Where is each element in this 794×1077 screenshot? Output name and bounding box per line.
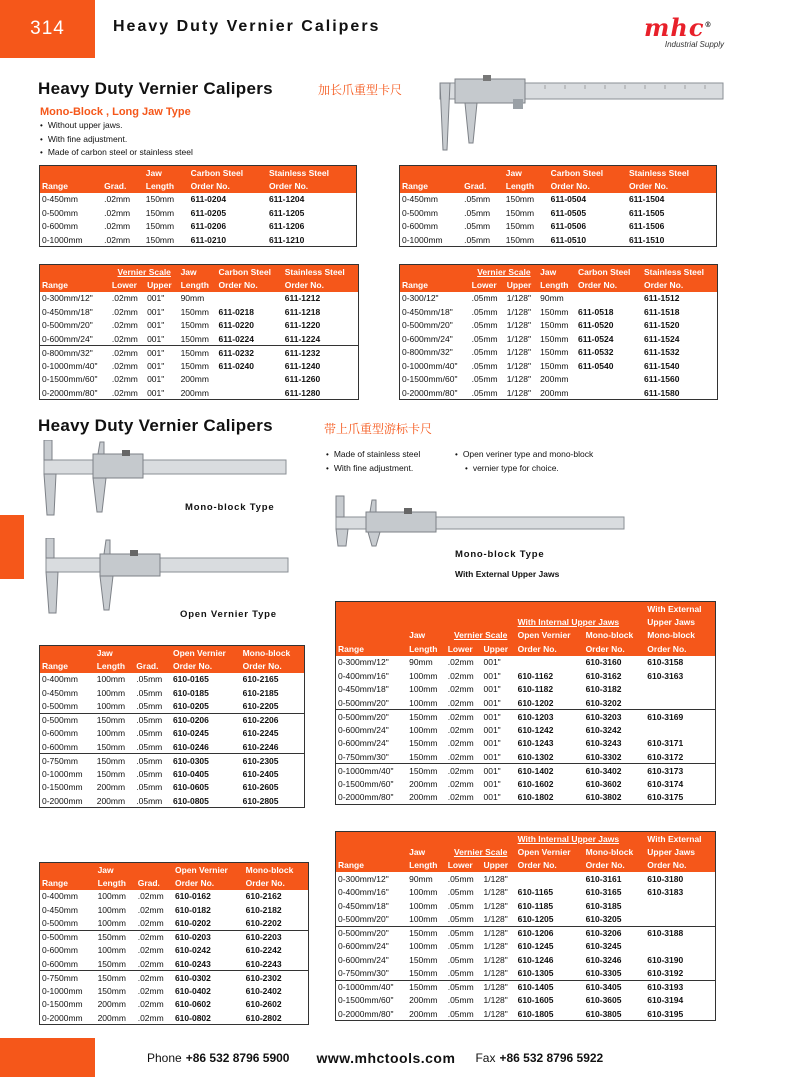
table-row: 0-800mm/32" .02mm 001" 150mm 611-0232 611-1232 xyxy=(40,346,359,360)
table-row: 0-1000mm .02mm 150mm 611-0210 611-1210 xyxy=(42,234,305,245)
table-upper-jaws-002: With External With Internal Upper Jaws Upper Jaws Jaw Vernier Scale Open Vernier Mono-block Mono-block Range Length Lower Upper Order No. Order No. Order No. 0-300mm/12" 90mm .02mm 001" 610-3160 610-3158 0-400mm/16" 100mm .02mm 001" 610-1162 610-3162 610-3163 0-450mm/18" 100mm .02mm 001" 610-1182 610-3182 0-500mm/20" 100mm .02mm 001" 610-1202 610-3202 0-500mm/20" 150mm .02mm 001" 610-1203 610-3203 610-3169 0-600mm/24" 100mm .02mm 001" 610-1242 610-3242 0-600mm/24" 150mm .02mm 001" 610-1243 610-3243 610-3171 0-750mm/30" 150mm .02mm 001" 610-1302 610-3302 610-3172 0-1000mm/40" 150mm .02mm 001" 610-1402 610-3402 610-3173 0-1500mm/60" 200mm .02mm 001" 610-1602 610-3602 610-3174 0-2000mm/80" 200mm .02mm 001" 610-1802 610-3802 610-3175 xyxy=(335,601,716,805)
table-row: 0-600mm/24" 150mm .02mm 001" 610-1243 610-3243 610-3171 xyxy=(338,738,684,749)
table-row: 0-300/12" .05mm 1/128" 90mm 611-1512 xyxy=(402,293,680,304)
caption-mono-block: Mono-block Type xyxy=(185,502,275,513)
caption-external-jaws: With External Upper Jaws xyxy=(455,569,560,579)
section1-chinese-title: 加长爪重型卡尺 xyxy=(318,83,403,97)
brand-logo: mhc® Industrial Supply xyxy=(644,13,724,49)
table-row: 0-400mm/16" 100mm .05mm 1/128" 610-1165 610-3165 610-3183 xyxy=(338,887,684,898)
table-row: 0-600mm/24" 100mm .02mm 001" 610-1242 610-3242 xyxy=(338,724,622,735)
table-row: 0-500mm .02mm 150mm 611-0205 611-1205 xyxy=(42,207,305,218)
table-row: 0-450mm/18" .02mm 001" 150mm 611-0218 611-1218 xyxy=(42,306,321,317)
table-row: 0-500mm/20" 100mm .05mm 1/128" 610-1205 610-3205 xyxy=(338,914,622,924)
table-row: 0-1000mm 150mm .02mm 610-0402 610-2402 xyxy=(42,985,282,996)
table-row: 0-500mm/20" .02mm 001" 150mm 611-0220 611-1220 xyxy=(42,320,321,331)
table-row: 0-400mm 100mm .05mm 610-0165 610-2165 xyxy=(42,674,279,685)
open-vernier-caliper-image xyxy=(40,538,290,618)
table-row: 0-600mm .05mm 150mm 611-0506 611-1506 xyxy=(402,221,665,232)
table-row: 0-1500mm/60" 200mm .05mm 1/128" 610-1605 610-3605 610-3194 xyxy=(338,995,684,1006)
table-row: 0-2000mm/80" .05mm 1/128" 200mm 611-1580 xyxy=(402,387,680,398)
header-title: Heavy Duty Vernier Calipers xyxy=(113,18,381,35)
long-jaw-caliper-image xyxy=(425,75,725,157)
table-row: 0-1000mm/40" .02mm 001" 150mm 611-0240 611-1240 xyxy=(42,360,321,371)
table-row: 0-500mm .05mm 150mm 611-0505 611-1505 xyxy=(402,207,665,218)
table-row: 0-600mm/24" .02mm 001" 150mm 611-0224 611-1224 xyxy=(42,333,321,344)
table-row: 0-800mm/32" .05mm 1/128" 150mm 611-0532 611-1532 xyxy=(402,347,680,358)
table-row: 0-300mm/12" 90mm .02mm 001" 610-3160 610-3158 xyxy=(338,657,684,668)
phone-number: +86 532 8796 5900 xyxy=(185,1050,290,1065)
table-row: 0-500mm/20" 150mm .05mm 1/128" 610-1206 610-3206 610-3188 xyxy=(336,926,716,940)
table-row: 0-1500mm 200mm .05mm 610-0605 610-2605 xyxy=(42,782,279,793)
bullet: • vernier type for choice. xyxy=(455,462,593,476)
table-row: 0-500mm 150mm .05mm 610-0206 610-2206 xyxy=(40,713,305,727)
table-row: 0-2000mm 200mm .02mm 610-0802 610-2802 xyxy=(42,1012,282,1023)
section1-title: Heavy Duty Vernier Calipers xyxy=(38,79,273,98)
bullet: • Made of carbon steel or stainless steel xyxy=(40,146,193,160)
table-row: 0-600mm/24" .05mm 1/128" 150mm 611-0524 611-1524 xyxy=(402,333,680,344)
table-row: 0-2000mm/80" .02mm 001" 200mm 611-1280 xyxy=(42,387,321,398)
table-row: 0-450mm .02mm 150mm 611-0204 611-1204 xyxy=(42,194,305,205)
table-row: 0-400mm 100mm .02mm 610-0162 610-2162 xyxy=(42,891,282,902)
fax-number: +86 532 8796 5922 xyxy=(499,1050,604,1065)
section2-bullets-a xyxy=(326,448,420,475)
table-row: 0-600mm/24" 100mm .05mm 1/128" 610-1245 610-3245 xyxy=(338,941,622,952)
table-row: 0-1500mm/60" .05mm 1/128" 200mm 611-1560 xyxy=(402,374,680,385)
table-row: 0-450mm/18" 100mm .05mm 1/128" 610-1185 610-3185 xyxy=(338,900,622,911)
table-row: 0-750mm 150mm .05mm 610-0305 610-2305 xyxy=(40,754,305,768)
table-upper-jaws-005: With Internal Upper Jaws With External Jaw Vernier Scale Open Vernier Mono-block Upper Jaws Range Length Lower Upper Order No. Order No. Order No. 0-300mm/12" 90mm .05mm 1/128" 610-3161 610-3180 0-400mm/16" 100mm .05mm 1/128" 610-1165 610-3165 610-3183 0-450mm/18" 100mm .05mm 1/128" 610-1185 610-3185 0-500mm/20" 100mm .05mm 1/128" 610-1205 610-3205 0-500mm/20" 150mm .05mm 1/128" 610-1206 610-3206 610-3188 0-600mm/24" 100mm .05mm 1/128" 610-1245 610-3245 0-600mm/24" 150mm .05mm 1/128" 610-1246 610-3246 610-3190 0-750mm/30" 150mm .05mm 1/128" 610-1305 610-3305 610-3192 0-1000mm/40" 150mm .05mm 1/128" 610-1405 610-3405 610-3193 0-1500mm/60" 200mm .05mm 1/128" 610-1605 610-3605 610-3194 0-2000mm/80" 200mm .05mm 1/128" 610-1805 610-3805 610-3195 xyxy=(335,831,716,1021)
bullet: • Open veriner type and mono-block xyxy=(455,448,593,462)
table-row: 0-400mm/16" 100mm .02mm 001" 610-1162 610-3162 610-3163 xyxy=(338,670,684,681)
table-carbon-stainless-005: Jaw Carbon Steel Stainless Steel Range Grad. Length Order No. Order No. 0-450mm .05mm 150mm 611-0504 611-1504 0-500mm .05mm 150mm 611-0505 611-1505 0-600mm .05mm 150mm 611-0506 611-1506 0-1000mm .05mm 150mm 611-0510 611-1510 xyxy=(399,165,717,247)
bullet: • With fine adjustment. xyxy=(326,462,420,476)
table-row: 0-600mm 100mm .02mm 610-0242 610-2242 xyxy=(42,945,282,956)
table-open-mono-005: Jaw Open Vernier Mono-block Range Length Grad. Order No. Order No. 0-400mm 100mm .05mm 610-0165 610-2165 0-450mm 100mm .05mm 610-0185 610-2185 0-500mm 100mm .05mm 610-0205 610-2205 0-500mm 150mm .05mm 610-0206 610-2206 0-600mm 100mm .05mm 610-0245 610-2245 0-600mm 150mm .05mm 610-0246 610-2246 0-750mm 150mm .05mm 610-0305 610-2305 0-1000mm 150mm .05mm 610-0405 610-2405 0-1500mm 200mm .05mm 610-0605 610-2605 0-2000mm 200mm .05mm 610-0805 610-2805 xyxy=(39,645,305,808)
table-row: 0-300mm/12" 90mm .05mm 1/128" 610-3161 610-3180 xyxy=(338,873,684,884)
table-row: 0-750mm/30" 150mm .05mm 1/128" 610-1305 610-3305 610-3192 xyxy=(338,968,684,978)
table-row: 0-500mm 150mm .02mm 610-0203 610-2203 xyxy=(40,930,309,944)
side-tab xyxy=(0,515,24,579)
table-row: 0-450mm 100mm .02mm 610-0182 610-2182 xyxy=(42,904,282,915)
fax-label: Fax xyxy=(475,1050,496,1065)
table-row: 0-2000mm/80" 200mm .02mm 001" 610-1802 610-3802 610-3175 xyxy=(338,792,684,802)
section2-chinese-title: 带上爪重型游标卡尺 xyxy=(324,422,433,436)
table-row: 0-500mm/20" 100mm .02mm 001" 610-1202 610-3202 xyxy=(338,697,622,708)
website-link[interactable]: www.mhctools.com xyxy=(316,1049,456,1066)
table-row: 0-500mm/20" 150mm .02mm 001" 610-1203 610-3203 610-3169 xyxy=(336,710,716,724)
table-vernier-002: Vernier Scale Jaw Carbon Steel Stainless Steel Range Lower Upper Length Order No. Order No. 0-300mm/12" .02mm 001" 90mm 611-1212 0-450mm/18" .02mm 001" 150mm 611-0218 611-1218 0-500mm/20" .02mm 001" 150mm 611-0220 611-1220 0-600mm/24" .02mm 001" 150mm 611-0224 611-1224 0-800mm/32" .02mm 001" 150mm 611-0232 611-1232 0-1000mm/40" .02mm 001" 150mm 611-0240 611-1240 0-1500mm/60" .02mm 001" 200mm 611-1260 0-2000mm/80" .02mm 001" 200mm 611-1280 xyxy=(39,264,359,400)
caption-open-vernier: Open Vernier Type xyxy=(180,609,277,620)
section1-subtitle: Mono-Block , Long Jaw Type xyxy=(40,106,191,118)
table-row: 0-600mm .02mm 150mm 611-0206 611-1206 xyxy=(42,221,305,232)
table-row: 0-600mm 100mm .05mm 610-0245 610-2245 xyxy=(42,728,279,739)
table-row: 0-1500mm/60" 200mm .02mm 001" 610-1602 610-3602 610-3174 xyxy=(338,778,684,789)
table-row: 0-1500mm/60" .02mm 001" 200mm 611-1260 xyxy=(42,374,321,385)
table-row: 0-1000mm/40" 150mm .02mm 001" 610-1402 610-3402 610-3173 xyxy=(336,764,716,778)
table-row: 0-2000mm/80" 200mm .05mm 1/128" 610-1805 610-3805 610-3195 xyxy=(338,1008,684,1019)
table-row: 0-1000mm 150mm .05mm 610-0405 610-2405 xyxy=(42,768,279,779)
section1-bullets xyxy=(40,119,193,160)
table-row: 0-1000mm/40" .05mm 1/128" 150mm 611-0540 611-1540 xyxy=(402,360,680,371)
table-row: 0-2000mm 200mm .05mm 610-0805 610-2805 xyxy=(42,795,279,806)
table-row: 0-750mm 150mm .02mm 610-0302 610-2302 xyxy=(40,971,309,985)
table-carbon-stainless-002: Jaw Carbon Steel Stainless Steel Range Grad. Length Order No. Order No. 0-450mm .02mm 150mm 611-0204 611-1204 0-500mm .02mm 150mm 611-0205 611-1205 0-600mm .02mm 150mm 611-0206 611-1206 0-1000mm .02mm 150mm 611-0210 611-1210 xyxy=(39,165,357,247)
table-row: 0-450mm .05mm 150mm 611-0504 611-1504 xyxy=(402,194,665,205)
caption-mono-block-2: Mono-block Type xyxy=(455,549,545,560)
table-vernier-005: Vernier Scale Jaw Carbon Steel Stainless Steel Range Lower Upper Length Order No. Order No. 0-300/12" .05mm 1/128" 90mm 611-1512 0-450mm/18" .05mm 1/128" 150mm 611-0518 611-1518 0-500mm/20" .05mm 1/128" 150mm 611-0520 611-1520 0-600mm/24" .05mm 1/128" 150mm 611-0524 611-1524 0-800mm/32" .05mm 1/128" 150mm 611-0532 611-1532 0-1000mm/40" .05mm 1/128" 150mm 611-0540 611-1540 0-1500mm/60" .05mm 1/128" 200mm 611-1560 0-2000mm/80" .05mm 1/128" 200mm 611-1580 xyxy=(399,264,718,400)
table-row: 0-500mm/20" .05mm 1/128" 150mm 611-0520 611-1520 xyxy=(402,320,680,331)
external-jaw-caliper-image xyxy=(326,484,626,549)
table-row: 0-600mm 150mm .02mm 610-0243 610-2243 xyxy=(42,958,282,969)
table-row: 0-450mm 100mm .05mm 610-0185 610-2185 xyxy=(42,687,279,698)
table-row: 0-500mm 100mm .02mm 610-0202 610-2202 xyxy=(42,918,282,928)
table-row: 0-600mm 150mm .05mm 610-0246 610-2246 xyxy=(42,741,279,752)
phone-label: Phone xyxy=(147,1050,182,1065)
section2-title: Heavy Duty Vernier Calipers xyxy=(38,416,273,435)
table-row: 0-600mm/24" 150mm .05mm 1/128" 610-1246 610-3246 610-3190 xyxy=(338,954,684,965)
table-open-mono-002: Jaw Open Vernier Mono-block Range Length Grad. Order No. Order No. 0-400mm 100mm .02mm 610-0162 610-2162 0-450mm 100mm .02mm 610-0182 610-2182 0-500mm 100mm .02mm 610-0202 610-2202 0-500mm 150mm .02mm 610-0203 610-2203 0-600mm 100mm .02mm 610-0242 610-2242 0-600mm 150mm .02mm 610-0243 610-2243 0-750mm 150mm .02mm 610-0302 610-2302 0-1000mm 150mm .02mm 610-0402 610-2402 0-1500mm 200mm .02mm 610-0602 610-2602 0-2000mm 200mm .02mm 610-0802 610-2802 xyxy=(39,862,309,1025)
bullet: • With fine adjustment. xyxy=(40,133,193,147)
footer-bar xyxy=(0,1038,794,1077)
table-row: 0-300mm/12" .02mm 001" 90mm 611-1212 xyxy=(42,293,321,304)
page-number: 314 xyxy=(0,0,95,58)
table-row: 0-450mm/18" .05mm 1/128" 150mm 611-0518 611-1518 xyxy=(402,306,680,317)
bullet: • Made of stainless steel xyxy=(326,448,420,462)
table-row: 0-450mm/18" 100mm .02mm 001" 610-1182 610-3182 xyxy=(338,684,622,695)
table-row: 0-1000mm/40" 150mm .05mm 1/128" 610-1405 610-3405 610-3193 xyxy=(336,980,716,994)
table-row: 0-1000mm .05mm 150mm 611-0510 611-1510 xyxy=(402,234,665,245)
table-row: 0-750mm/30" 150mm .02mm 001" 610-1302 610-3302 610-3172 xyxy=(338,751,684,762)
table-row: 0-1500mm 200mm .02mm 610-0602 610-2602 xyxy=(42,999,282,1010)
section2-bullets-b xyxy=(455,448,593,475)
table-row: 0-500mm 100mm .05mm 610-0205 610-2205 xyxy=(42,701,279,711)
bullet: • Without upper jaws. xyxy=(40,119,193,133)
